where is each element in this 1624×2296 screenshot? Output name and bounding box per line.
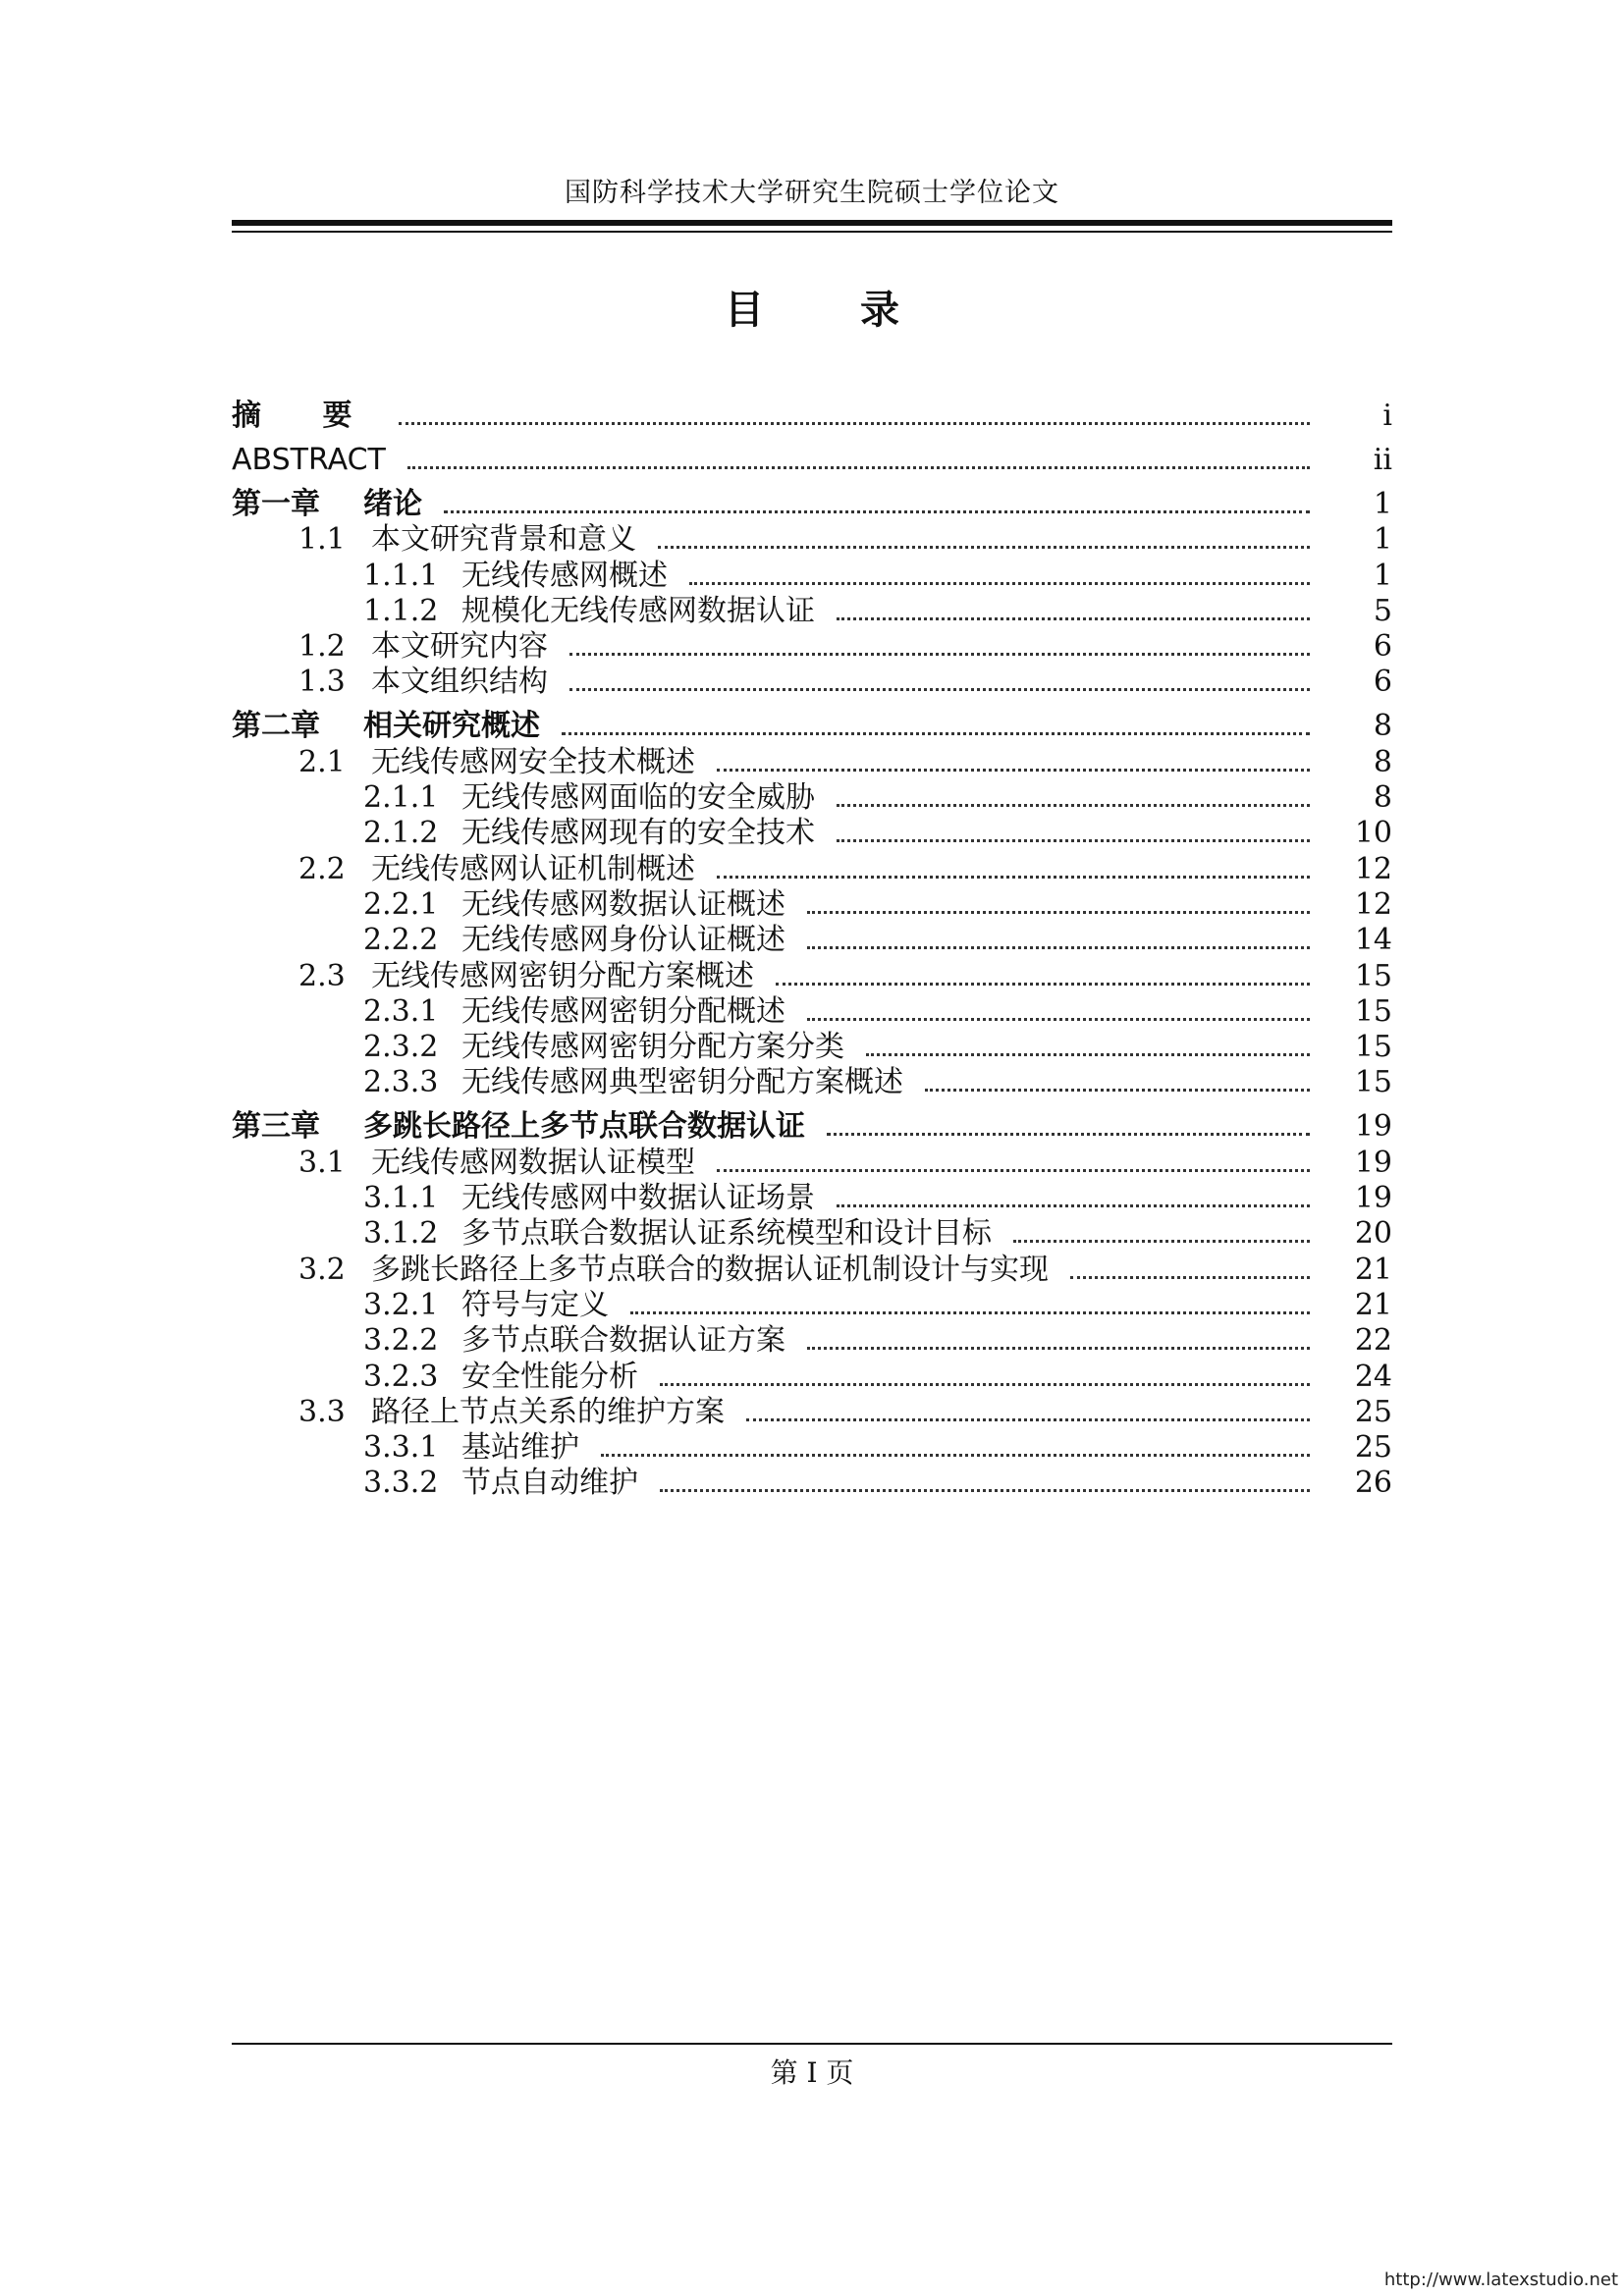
toc-entry-title: 本文研究内容 bbox=[371, 629, 548, 664]
toc-entry-title: ABSTRACT bbox=[232, 443, 386, 477]
toc-entry-page: 19 bbox=[1354, 1109, 1392, 1144]
toc-entry-title: 节点自动维护 bbox=[461, 1466, 638, 1500]
toc-entry-page: 20 bbox=[1354, 1216, 1392, 1251]
toc-entry[interactable] bbox=[232, 385, 1392, 434]
toc-entry-number: 3.1 bbox=[298, 1146, 346, 1180]
toc-entry-page: 21 bbox=[1354, 1253, 1392, 1287]
toc-entry-number: 2.2.2 bbox=[363, 923, 439, 957]
toc-dot-leader bbox=[407, 466, 1310, 469]
toc-dot-leader bbox=[660, 1489, 1310, 1492]
toc-entry-title: 绪论 bbox=[363, 487, 422, 521]
toc-entry-title: 本文组织结构 bbox=[371, 665, 548, 699]
toc-entry-page: 24 bbox=[1354, 1360, 1392, 1394]
toc-entry-page: 22 bbox=[1354, 1323, 1392, 1358]
toc-entry-title: 无线传感网数据认证概述 bbox=[461, 887, 785, 922]
toc-entry-page: 5 bbox=[1373, 594, 1392, 628]
table-of-contents bbox=[232, 0, 1392, 2296]
toc-entry-number: 2.1.1 bbox=[363, 780, 439, 815]
toc-entry-title: 多跳长路径上多节点联合的数据认证机制设计与实现 bbox=[371, 1253, 1049, 1287]
toc-entry-number: 2.1.2 bbox=[363, 816, 439, 850]
toc-entry-title: 无线传感网中数据认证场景 bbox=[461, 1181, 815, 1215]
toc-entry-title: 无线传感网密钥分配方案概述 bbox=[371, 959, 754, 993]
toc-entry-title: 无线传感网典型密钥分配方案概述 bbox=[461, 1065, 903, 1099]
toc-entry-page: 15 bbox=[1354, 1030, 1392, 1064]
toc-entry-page: 8 bbox=[1373, 745, 1392, 779]
toc-entry-title: 多节点联合数据认证系统模型和设计目标 bbox=[461, 1216, 992, 1251]
toc-entry-number: 3.3.2 bbox=[363, 1466, 439, 1500]
toc-entry-page: 6 bbox=[1373, 629, 1392, 664]
toc-entry-page: 15 bbox=[1354, 959, 1392, 993]
toc-entry-title: 无线传感网概述 bbox=[461, 559, 668, 593]
toc-entry-page: ii bbox=[1373, 443, 1392, 477]
toc-entry-number: 1.2 bbox=[298, 629, 346, 664]
toc-entry-title: 无线传感网现有的安全技术 bbox=[461, 816, 815, 850]
toc-entry-number: 1.1.2 bbox=[363, 594, 439, 628]
toc-dot-leader bbox=[569, 688, 1310, 691]
toc-entry-title: 相关研究概述 bbox=[363, 709, 540, 743]
toc-entry-title: 规模化无线传感网数据认证 bbox=[461, 594, 815, 628]
toc-entry-title: 无线传感网数据认证模型 bbox=[371, 1146, 695, 1180]
toc-entry-title: 路径上节点关系的维护方案 bbox=[371, 1395, 725, 1429]
watermark-url: http://www.latexstudio.net bbox=[1383, 2269, 1618, 2290]
toc-entry-title: 基站维护 bbox=[461, 1430, 579, 1465]
toc-entry-title: 摘 要 bbox=[232, 399, 378, 433]
running-header: 国防科学技术大学研究生院硕士学位论文 bbox=[565, 178, 1059, 208]
toc-entry-number: 3.2.3 bbox=[363, 1360, 439, 1394]
toc-entry-number: 3.1.2 bbox=[363, 1216, 439, 1251]
toc-entry-page: 25 bbox=[1354, 1430, 1392, 1465]
toc-entry-title: 无线传感网密钥分配概述 bbox=[461, 994, 785, 1029]
toc-entry[interactable] bbox=[232, 429, 1392, 478]
toc-entry-number: 2.1 bbox=[298, 745, 346, 779]
toc-entry-number: 2.3 bbox=[298, 959, 346, 993]
toc-entry-number: 3.2.1 bbox=[363, 1288, 439, 1322]
toc-entry-number: 1.3 bbox=[298, 665, 346, 699]
toc-entry-title: 多跳长路径上多节点联合数据认证 bbox=[363, 1109, 805, 1144]
toc-entry-number: 第二章 bbox=[232, 709, 320, 743]
toc-entry-number: 3.3 bbox=[298, 1395, 346, 1429]
toc-entry[interactable] bbox=[232, 1452, 1392, 1501]
toc-entry-number: 2.2.1 bbox=[363, 887, 439, 922]
toc-entry-title: 多节点联合数据认证方案 bbox=[461, 1323, 785, 1358]
toc-entry-page: 8 bbox=[1373, 780, 1392, 815]
toc-entry-page: 26 bbox=[1354, 1466, 1392, 1500]
toc-dot-leader bbox=[925, 1089, 1310, 1092]
toc-entry[interactable] bbox=[232, 1051, 1392, 1100]
page-number-label: 第 I 页 bbox=[770, 2056, 854, 2089]
toc-entry-number: 3.2 bbox=[298, 1253, 346, 1287]
toc-entry-page: 21 bbox=[1354, 1288, 1392, 1322]
toc-entry-number: 第一章 bbox=[232, 487, 320, 521]
toc-entry-page: 12 bbox=[1354, 887, 1392, 922]
toc-entry-page: 6 bbox=[1373, 665, 1392, 699]
toc-entry-number: 3.1.1 bbox=[363, 1181, 439, 1215]
toc-entry-number: 3.3.1 bbox=[363, 1430, 439, 1465]
toc-entry-page: 25 bbox=[1354, 1395, 1392, 1429]
toc-entry-page: 14 bbox=[1354, 923, 1392, 957]
toc-entry-number: 2.2 bbox=[298, 852, 346, 886]
toc-dot-leader bbox=[399, 422, 1310, 425]
toc-entry-title: 无线传感网安全技术概述 bbox=[371, 745, 695, 779]
toc-entry-number: 2.3.2 bbox=[363, 1030, 439, 1064]
page-title: 目 录 bbox=[725, 288, 941, 333]
toc-entry-page: 15 bbox=[1354, 1065, 1392, 1099]
footer-rule bbox=[232, 2043, 1392, 2045]
toc-entry[interactable] bbox=[232, 651, 1392, 700]
toc-entry-title: 无线传感网身份认证概述 bbox=[461, 923, 785, 957]
toc-entry-page: 1 bbox=[1373, 559, 1392, 593]
toc-entry-number: 3.2.2 bbox=[363, 1323, 439, 1358]
toc-entry-page: 19 bbox=[1354, 1146, 1392, 1180]
toc-entry-title: 安全性能分析 bbox=[461, 1360, 638, 1394]
toc-entry-title: 无线传感网密钥分配方案分类 bbox=[461, 1030, 844, 1064]
toc-entry-page: 12 bbox=[1354, 852, 1392, 886]
toc-entry-page: 1 bbox=[1373, 522, 1392, 557]
toc-entry-number: 1.1.1 bbox=[363, 559, 439, 593]
toc-entry-page: 19 bbox=[1354, 1181, 1392, 1215]
toc-entry-title: 无线传感网认证机制概述 bbox=[371, 852, 695, 886]
toc-entry-title: 无线传感网面临的安全威胁 bbox=[461, 780, 815, 815]
toc-entry-page: i bbox=[1382, 399, 1392, 433]
toc-entry-title: 本文研究背景和意义 bbox=[371, 522, 636, 557]
toc-entry-number: 2.3.3 bbox=[363, 1065, 439, 1099]
toc-entry-title: 符号与定义 bbox=[461, 1288, 609, 1322]
toc-entry-number: 1.1 bbox=[298, 522, 346, 557]
toc-entry-page: 8 bbox=[1373, 709, 1392, 743]
toc-entry-number: 第三章 bbox=[232, 1109, 320, 1144]
toc-entry-page: 15 bbox=[1354, 994, 1392, 1029]
toc-entry-page: 10 bbox=[1354, 816, 1392, 850]
toc-entry-number: 2.3.1 bbox=[363, 994, 439, 1029]
toc-entry-page: 1 bbox=[1373, 487, 1392, 521]
